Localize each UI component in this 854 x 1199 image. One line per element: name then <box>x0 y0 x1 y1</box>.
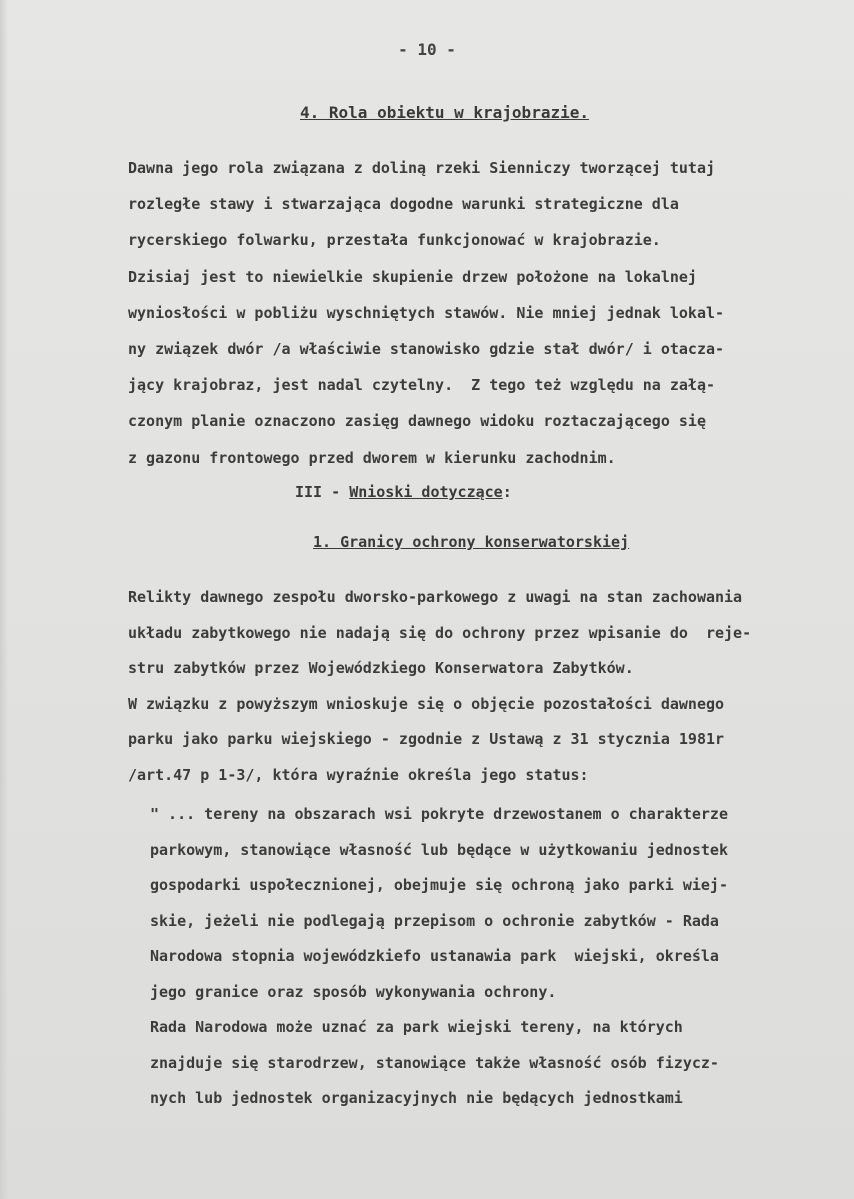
quote-line: nych lub jednostek organizacyjnych nie będących jednostkami <box>150 1089 683 1107</box>
text-line: /art.47 p 1-3/, która wyraźnie określa jego status: <box>128 765 589 784</box>
quote-line: jego granice oraz sposób wykonywania ochrony. <box>150 982 557 1001</box>
text-line: stru zabytków przez Wojewódzkiego Konserwatora Zabytków. <box>128 659 634 677</box>
quote-line: gospodarki uspołecznionej, obejmuje się ochroną jako parki wiej- <box>150 876 728 894</box>
text-line: rozległe stawy i stwarzająca dogodne warunki strategiczne dla <box>128 195 679 214</box>
paragraph-role-in-landscape <box>128 150 828 476</box>
quote-line: parkowym, stanowiące własność lub będące w użytkowaniu jednostek <box>150 840 728 859</box>
text-line: parku jako parku wiejskiego - zgodnie z Ustawą z 31 stycznia 1981r <box>128 730 725 748</box>
text-line: Dzisiaj jest to niewielkie skupienie drzew położone na lokalnej <box>128 267 697 286</box>
text-line: wyniosłości w pobliżu wyschniętych stawów. Nie mniej jednak lokal- <box>128 303 725 322</box>
text-line: Relikty dawnego zespołu dworsko-parkowego z uwagi na stan zachowania <box>128 588 743 606</box>
conclusions-heading-prefix: III - <box>295 483 350 501</box>
protection-boundary-subheading: 1. Granicy ochrony konserwatorskiej <box>313 533 630 551</box>
text-line: ny związek dwór /a właściwie stanowisko gdzie stał dwór/ i otacza- <box>128 340 725 359</box>
page-number: - 10 - <box>398 40 456 59</box>
text-line: W związku z powyższym wnioskuje się o objęcie pozostałości dawnego <box>128 694 725 713</box>
text-line: układu zabytkowego nie nadają się do ochrony przez wpisanie do reje- <box>128 623 752 642</box>
quote-line: " ... tereny na obszarach wsi pokryte drzewostanem o charakterze <box>150 805 728 823</box>
conclusions-heading <box>295 483 512 501</box>
section-heading: 4. Rola obiektu w krajobrazie. <box>300 103 589 122</box>
quote-line: Rada Narodowa może uznać za park wiejski tereny, na których <box>150 1018 683 1036</box>
conclusions-heading-suffix: : <box>502 483 512 501</box>
text-line: rycerskiego folwarku, przestała funkcjonować w krajobrazie. <box>128 231 661 250</box>
paragraph-conclusions <box>128 580 848 793</box>
quote-line: znajduje się starodrzew, stanowiące także własność osób fizycz- <box>150 1053 719 1072</box>
text-line: czonym planie oznaczono zasięg dawnego widoku roztaczającego się <box>128 412 706 431</box>
text-line: Dawna jego rola związana z doliną rzeki Sienniczy tworzącej tutaj <box>128 159 715 177</box>
quote-line: skie, jeżeli nie podlegają przepisom o ochronie zabytków - Rada <box>150 911 719 930</box>
text-line: z gazonu frontowego przed dworem w kierunku zachodnim. <box>128 448 616 467</box>
quote-line: Narodowa stopnia wojewódzkiefo ustanawia park wiejski, określa <box>150 947 719 965</box>
statute-quote <box>150 797 840 1117</box>
conclusions-heading-title: Wnioski dotyczące <box>349 483 503 501</box>
text-line: jący krajobraz, jest nadal czytelny. Z tego też względu na załą- <box>128 376 715 395</box>
